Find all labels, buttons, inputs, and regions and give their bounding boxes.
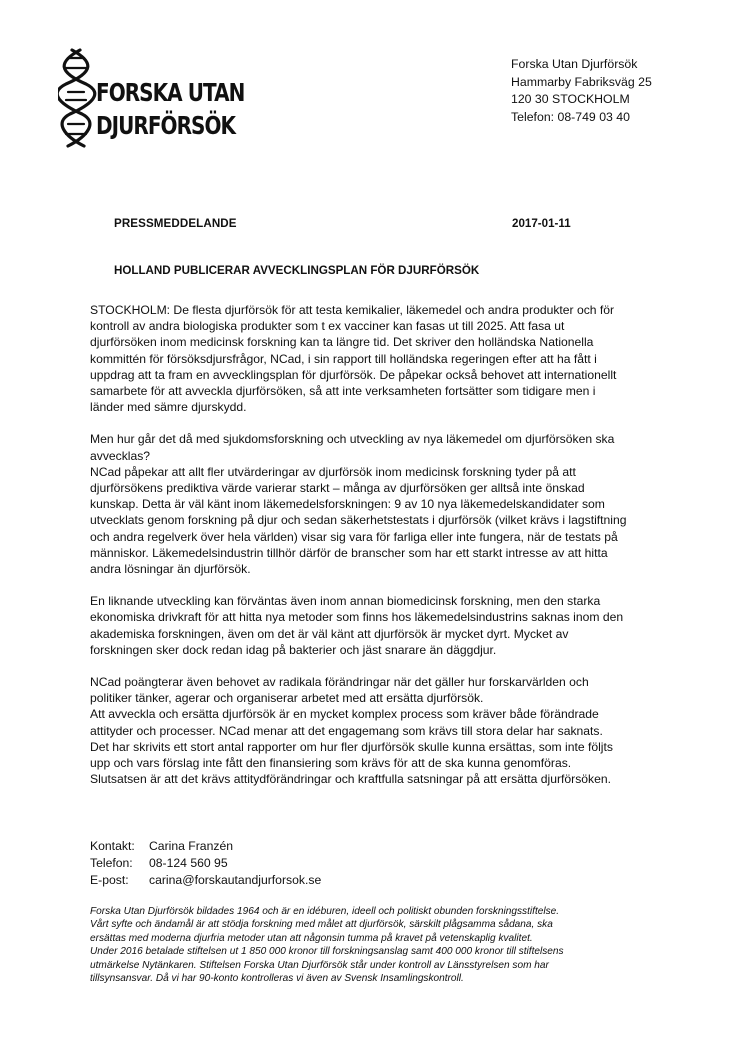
body-line: akademiska forskningen, även om det är väl känt att djurförsök är mycket dyrt. Mycket av (90, 626, 569, 641)
footer-line: utmärkelse Nytänkaren. Stiftelsen Forska Utan Djurförsök står under kontroll av Länsstyrelsen som har (90, 959, 549, 971)
body-line: upp och vars förslag inte fått den finansiering som krävs för att de ska kunna genomföras. (90, 756, 572, 771)
contact-email-label: E-post: (90, 873, 129, 888)
body-paragraph-3 (90, 593, 670, 658)
body-line: uppdrag att ta fram en avvecklingsplan för djurförsök. De påpekar också behovet att internationellt (90, 367, 617, 382)
contact-person-row (90, 838, 321, 855)
contact-email-address[interactable]: carina@forskautandjurforsok.se (149, 873, 322, 888)
footer-line: Forska Utan Djurförsök bildades 1964 och är en idéburen, ideell och politiskt obunden forskningsstiftelse. (90, 906, 560, 917)
body-line: andra lösningar än djurförsök. (90, 562, 251, 577)
body-line: NCad påpekar att allt fler utvärderingar av djurförsök inom medicinsk forskning tyder på att (90, 464, 576, 479)
contact-email-row (90, 872, 321, 889)
contact-block (90, 838, 321, 890)
body-line: NCad poängterar även behovet av radikala förändringar när det gäller hur forskarvärlden och (90, 675, 589, 690)
body-line: kommittén för försöksdjursfrågor, NCad, i sin rapport till holländska regeringen efter att ha fått i (90, 351, 597, 366)
sender-address (511, 56, 652, 126)
body-paragraph-1 (90, 302, 670, 415)
contact-person-name: Carina Franzén (149, 839, 233, 853)
press-release-headline: HOLLAND PUBLICERAR AVVECKLINGSPLAN FÖR DJURFÖRSÖK (114, 264, 480, 277)
dna-helix-icon (58, 48, 98, 148)
body-line: djurförsökens prediktiva värde varierar starkt – många av djurförsöken ger alltså inte önskad (90, 481, 585, 496)
footer-line: tillsynsansvar. Då vi har 90-konto kontrolleras vi även av Svensk Insamlingskontroll. (90, 973, 464, 985)
body-line: attityder och processer. NCad menar att det engagemang som krävs till stora delar har saknats. (90, 723, 603, 738)
address-postal-city: 120 30 STOCKHOLM (511, 92, 630, 107)
footer-line: Under 2016 betalade stiftelsen ut 1 850 000 kronor till forskningsanslag samt 400 000 kronor till stiftelsens (90, 946, 564, 958)
contact-phone-label: Telefon: (90, 856, 133, 871)
body-line: kunskap. Detta är väl känt inom läkemedelsforskningen: 9 av 10 nya läkemedelskandidater som (90, 497, 605, 512)
organization-logo (58, 48, 248, 148)
contact-person-label: Kontakt: (90, 839, 135, 853)
document-type-label: PRESSMEDDELANDE (114, 217, 237, 230)
press-release-body (90, 302, 670, 803)
body-line: En liknande utveckling kan förväntas även inom annan biomedicinsk forskning, men den starka (90, 594, 601, 609)
body-line: utvecklats genom forskning på djur och sedan säkerhetstestats i djurförsök (vilket krävs i lagstiftning (90, 513, 627, 528)
address-street: Hammarby Fabriksväg 25 (511, 74, 652, 89)
body-line: Slutsatsen är att det krävs attitydförändringar och kraftfulla satsningar på att ersätta djurförsöken. (90, 772, 611, 787)
body-line: Att avveckla och ersätta djurförsök är en mycket komplex process som kräver både förändrade (90, 707, 599, 722)
contact-phone-row (90, 855, 321, 872)
contact-phone-number: 08-124 560 95 (149, 856, 228, 871)
press-release-date: 2017-01-11 (512, 217, 571, 230)
body-line: politiker tänker, agerar och organiserar arbetet med att ersätta djurförsök. (90, 691, 484, 706)
body-line: STOCKHOLM: De flesta djurförsök för att testa kemikalier, läkemedel och andra produkter och för (90, 303, 615, 317)
body-line: länder med sämre djurskydd. (90, 400, 247, 415)
body-line: och andra regelverk över hela världen) visar sig vara för farliga eller inte fungera, när de testats på (90, 529, 618, 544)
body-line: forskningen sker dock redan idag på bakterier och jäst snarare än däggdjur. (90, 642, 497, 657)
footer-line: Vårt syfte och ändamål är att stödja forskning med målet att djurförsök, särskilt plågsamma sådana, ska (90, 919, 553, 931)
address-org-name: Forska Utan Djurförsök (511, 57, 638, 71)
body-paragraph-2 (90, 431, 670, 577)
organization-boilerplate (90, 905, 650, 985)
body-line: ekonomiska drivkraft för att hitta nya metoder som finns hos läkemedelsindustrins saknas inom den (90, 610, 624, 625)
body-line: avvecklas? (90, 448, 151, 463)
body-paragraph-4 (90, 674, 670, 787)
body-line: djurförsöken inom medicinsk forskning kan ta längre tid. Det skriver den holländska Nationella (90, 335, 594, 350)
body-line: kontroll av andra biologiska produkter som t ex vacciner kan fasas ut till 2025. Att fasa ut (90, 319, 565, 334)
address-phone: Telefon: 08-749 03 40 (511, 109, 630, 124)
body-line: Men hur går det då med sjukdomsforskning och utveckling av nya läkemedel om djurförsöken ska (90, 432, 615, 447)
body-line: samarbete för att avveckla djurförsöken, så att inte verksamheten fortsätter som tidigare men i (90, 384, 596, 399)
body-line: Det har skrivits ett stort antal rapporter om hur fler djurförsök skulle kunna ersättas, som inte följts (90, 739, 613, 754)
logo-text-line-2: DJURFÖRSÖK (96, 111, 236, 140)
footer-line: ersättas med moderna djurfria metoder utan att någonsin tumma på kravet på vetenskaplig kvalitet. (90, 932, 533, 944)
body-line: människor. Läkemedelsindustrin tillhör därför de branscher som har ett starkt intresse av att hitta (90, 545, 608, 560)
logo-text-line-1: FORSKA UTAN (96, 78, 245, 107)
